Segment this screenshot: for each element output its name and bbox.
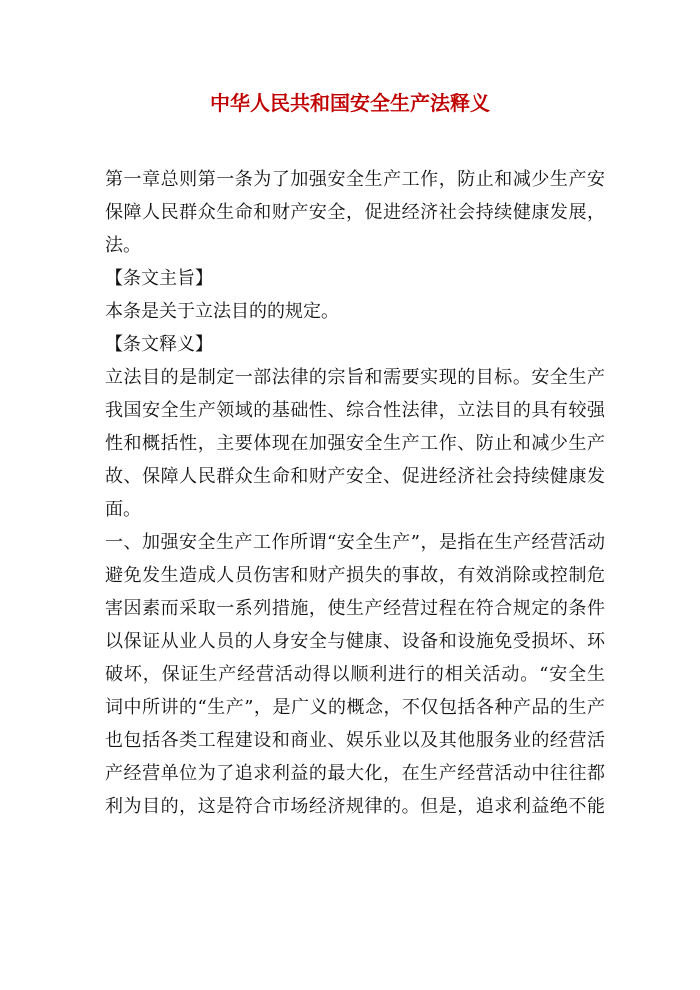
- body-line: 产经营单位为了追求利益的最大化，在生产经营活动中往往都: [105, 763, 605, 784]
- body-line: 法。: [105, 235, 141, 256]
- body-line: 立法目的是制定一部法律的宗旨和需要实现的目标。安全生产: [105, 367, 605, 388]
- body-line: 面。: [105, 499, 141, 520]
- body-line: 避免发生造成人员伤害和财产损失的事故，有效消除或控制危: [105, 565, 605, 586]
- body-line: 我国安全生产领域的基础性、综合性法律，立法目的具有较强: [105, 400, 605, 421]
- body-line: 保障人民群众生命和财产安全，促进经济社会持续健康发展，: [105, 202, 605, 223]
- body-line: 害因素而采取一系列措施，使生产经营过程在符合规定的条件: [105, 598, 605, 619]
- body-line: 【条文主旨】: [105, 268, 213, 289]
- body-line: 第一章总则第一条为了加强安全生产工作，防止和减少生产安: [105, 169, 605, 190]
- body-line: 也包括各类工程建设和商业、娱乐业以及其他服务业的经营活: [105, 730, 605, 751]
- body-line: 利为目的，这是符合市场经济规律的。但是，追求利益绝不能: [105, 796, 605, 817]
- body-line: 词中所讲的“生产”，是广义的概念，不仅包括各种产品的生产: [105, 697, 605, 718]
- document-body: [105, 163, 605, 823]
- body-line: 性和概括性，主要体现在加强安全生产工作、防止和减少生产: [105, 433, 605, 454]
- body-line: 【条文释义】: [105, 334, 213, 355]
- body-line: 本条是关于立法目的的规定。: [105, 301, 339, 322]
- body-line: 破坏，保证生产经营活动得以顺利进行的相关活动。“安全生: [105, 664, 605, 685]
- body-line: 故、保障人民群众生命和财产安全、促进经济社会持续健康发: [105, 466, 605, 487]
- document-title: 中华人民共和国安全生产法释义: [210, 91, 490, 115]
- body-line: 一、加强安全生产工作所谓“安全生产”，是指在生产经营活动: [105, 532, 605, 553]
- body-line: 以保证从业人员的人身安全与健康、设备和设施免受损坏、环: [105, 631, 605, 652]
